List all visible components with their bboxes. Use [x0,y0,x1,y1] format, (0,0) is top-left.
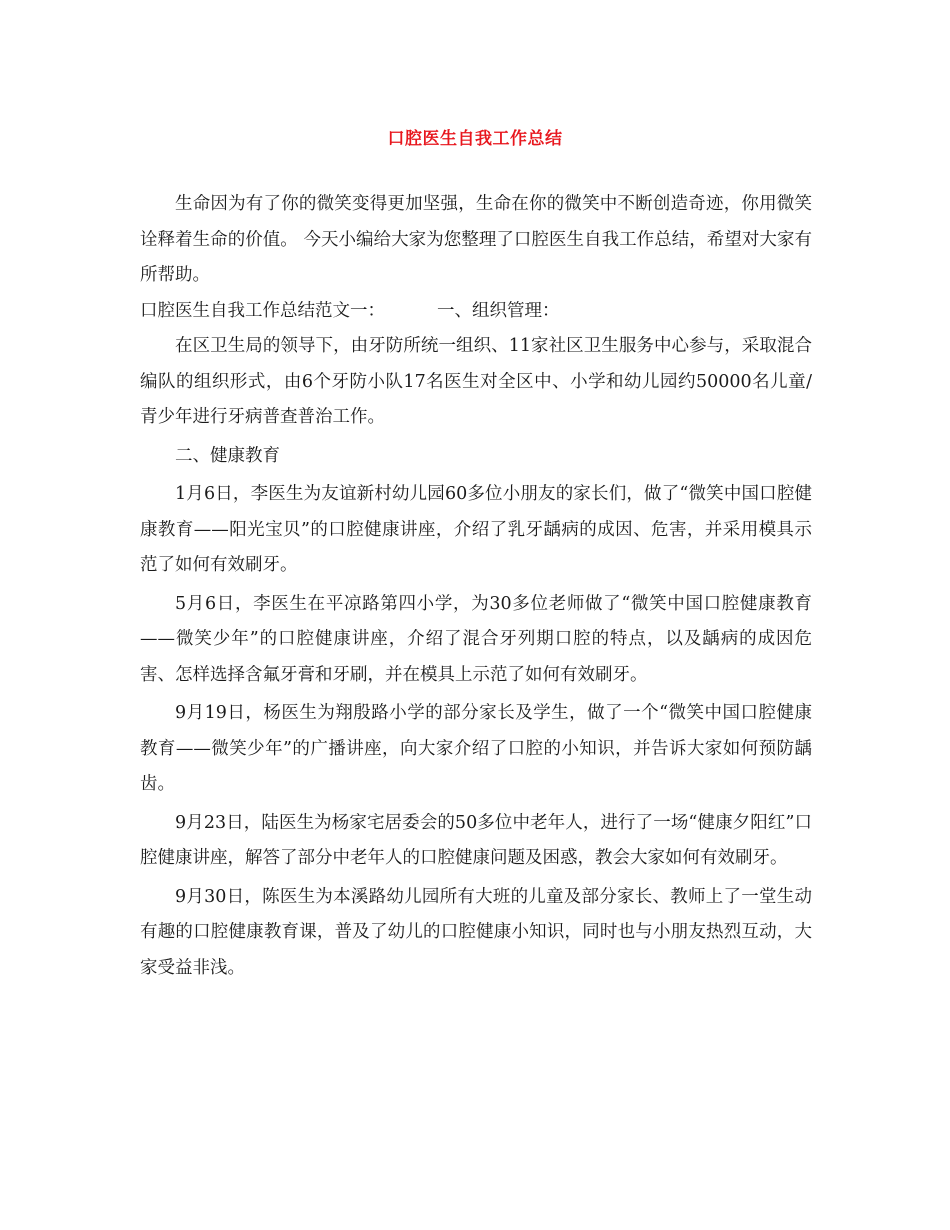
organization-paragraph: 在区卫生局的领导下，由牙防所统一组织、11家社区卫生服务中心参与，采取混合编队的组织形式，由6个牙防小队17名医生对全区中、小学和幼儿园约50000名儿童/青少年进行牙病普查普治工作。 [140,336,812,427]
event-paragraph: 5月6日，李医生在平凉路第四小学，为30多位老师做了“微笑中国口腔健康教育——微笑少年”的口腔健康讲座，介绍了混合牙列期口腔的特点，以及龋病的成因危害、怎样选择含氟牙膏和牙刷，并在模具上示范了如何有效刷牙。 [140,593,812,685]
document-title: 口腔医生自我工作总结 [387,129,563,149]
section-heading-education: 二、健康教育 [175,445,280,466]
document-body [140,187,812,986]
intro-paragraph: 生命因为有了你的微笑变得更加坚强，生命在你的微笑中不断创造奇迹，你用微笑诠释着生命的价值。 今天小编给大家为您整理了口腔医生自我工作总结，希望对大家有所帮助。 [140,194,812,285]
sample-heading-line [140,294,812,330]
event-paragraph: 9月30日，陈医生为本溪路幼儿园所有大班的儿童及部分家长、教师上了一堂生动有趣的口腔健康教育课，普及了幼儿的口腔健康小知识，同时也与小朋友热烈互动，大家受益非浅。 [140,886,812,978]
event-paragraph: 1月6日，李医生为友谊新村幼儿园60多位小朋友的家长们，做了“微笑中国口腔健康教育——阳光宝贝”的口腔健康讲座，介绍了乳牙龋病的成因、危害，并采用模具示范了如何有效刷牙。 [140,484,812,575]
event-paragraph: 9月23日，陆医生为杨家宅居委会的50多位中老年人，进行了一场“健康夕阳红”口腔健康讲座，解答了部分中老年人的口腔健康问题及困惑，教会大家如何有效刷牙。 [140,812,812,868]
section-heading-organization: 一、组织管理： [437,300,560,321]
sample-label: 口腔医生自我工作总结范文一： [140,300,385,321]
event-paragraph: 9月19日，杨医生为翔殷路小学的部分家长及学生，做了一个“微笑中国口腔健康教育——微笑少年”的广播讲座，向大家介绍了口腔的小知识，并告诉大家如何预防龋齿。 [140,703,812,794]
